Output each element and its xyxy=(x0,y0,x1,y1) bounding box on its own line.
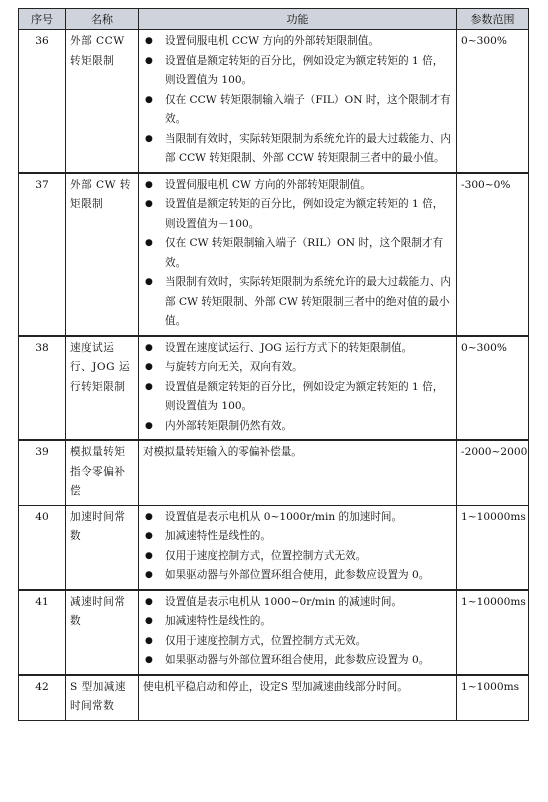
header-no: 序号 xyxy=(19,9,66,30)
param-function xyxy=(139,590,457,675)
table-row xyxy=(19,336,529,441)
table-row xyxy=(19,505,529,590)
function-bullet-list xyxy=(143,339,452,437)
function-bullet: ● 与旋转方向无关，双向有效。 xyxy=(143,358,452,378)
param-range: 0~300% xyxy=(457,336,529,441)
function-bullet-list xyxy=(143,32,452,169)
param-function xyxy=(139,675,457,721)
param-number: 41 xyxy=(19,590,66,675)
function-bullet-list xyxy=(143,176,452,332)
table-row xyxy=(19,440,529,505)
param-function xyxy=(139,173,457,336)
table-header-row xyxy=(19,9,529,30)
header-range: 参数范围 xyxy=(457,9,529,30)
param-range: 0~300% xyxy=(457,30,529,173)
param-number: 38 xyxy=(19,336,66,441)
param-name: 外部 CW 转矩限制 xyxy=(66,173,139,336)
function-bullet: ● 设置在速度试运行、JOG 运行方式下的转矩限制值。 xyxy=(143,339,452,359)
function-bullet: ● 加减速特性是线性的。 xyxy=(143,612,452,632)
param-range: -300~0% xyxy=(457,173,529,336)
function-bullet: ● 当限制有效时，实际转矩限制为系统允许的最大过载能力、内部 CCW 转矩限制、外部 CCW 转矩限制三者中的最小值。 xyxy=(143,130,452,169)
param-function xyxy=(139,505,457,590)
function-bullet: ● 仅用于速度控制方式，位置控制方式无效。 xyxy=(143,547,452,567)
param-range: 1~1000ms xyxy=(457,675,529,721)
param-name: 模拟量转矩指令零偏补偿 xyxy=(66,440,139,505)
function-text: 使电机平稳启动和停止，设定S 型加减速曲线部分时间。 xyxy=(143,680,408,693)
function-bullet: ● 设置值是额定转矩的百分比，例如设定为额定转矩的 1 倍，则设置值为－100。 xyxy=(143,195,452,234)
function-bullet: ● 加减速特性是线性的。 xyxy=(143,527,452,547)
parameter-table xyxy=(18,8,529,721)
function-bullet: ● 仅在 CCW 转矩限制输入端子（FIL）ON 时，这个限制才有效。 xyxy=(143,91,452,130)
function-bullet: ● 设置值是表示电机从 0~1000r/min 的加速时间。 xyxy=(143,508,452,528)
function-bullet: ● 当限制有效时，实际转矩限制为系统允许的最大过载能力、内部 CW 转矩限制、外部 CW 转矩限制三者中的绝对值的最小值。 xyxy=(143,273,452,332)
table-row xyxy=(19,30,529,173)
param-number: 40 xyxy=(19,505,66,590)
param-range: -2000~2000 xyxy=(457,440,529,505)
function-text: 对模拟量转矩输入的零偏补偿量。 xyxy=(143,446,302,458)
function-bullet: ● 设置伺服电机 CCW 方向的外部转矩限制值。 xyxy=(143,32,452,52)
param-range: 1~10000ms xyxy=(457,590,529,675)
param-number: 42 xyxy=(19,675,66,721)
param-number: 39 xyxy=(19,440,66,505)
function-bullet: ● 内外部转矩限制仍然有效。 xyxy=(143,417,452,437)
param-function xyxy=(139,30,457,173)
function-bullet: ● 设置值是额定转矩的百分比，例如设定为额定转矩的 1 倍，则设置值为 100。 xyxy=(143,378,452,417)
header-name: 名称 xyxy=(66,9,139,30)
header-function: 功能 xyxy=(139,9,457,30)
param-function xyxy=(139,440,457,505)
table-row xyxy=(19,675,529,721)
function-bullet: ● 设置伺服电机 CW 方向的外部转矩限制值。 xyxy=(143,176,452,196)
param-function xyxy=(139,336,457,441)
param-number: 37 xyxy=(19,173,66,336)
param-name: 加速时间常数 xyxy=(66,505,139,590)
function-bullet-list xyxy=(143,508,452,586)
param-range: 1~10000ms xyxy=(457,505,529,590)
param-number: 36 xyxy=(19,30,66,173)
function-bullet-list xyxy=(143,593,452,671)
param-name: S 型加减速时间常数 xyxy=(66,675,139,721)
function-bullet: ● 仅在 CW 转矩限制输入端子（RIL）ON 时，这个限制才有效。 xyxy=(143,234,452,273)
param-name: 减速时间常数 xyxy=(66,590,139,675)
param-name: 速度试运行、JOG 运行转矩限制 xyxy=(66,336,139,441)
table-row xyxy=(19,173,529,336)
table-body xyxy=(19,30,529,721)
function-bullet: ● 如果驱动器与外部位置环组合使用，此参数应设置为 0。 xyxy=(143,566,452,586)
function-bullet: ● 仅用于速度控制方式，位置控制方式无效。 xyxy=(143,632,452,652)
function-bullet: ● 设置值是表示电机从 1000~0r/min 的减速时间。 xyxy=(143,593,452,613)
function-bullet: ● 设置值是额定转矩的百分比，例如设定为额定转矩的 1 倍，则设置值为 100。 xyxy=(143,52,452,91)
param-name: 外部 CCW 转矩限制 xyxy=(66,30,139,173)
function-bullet: ● 如果驱动器与外部位置环组合使用，此参数应设置为 0。 xyxy=(143,651,452,671)
table-row xyxy=(19,590,529,675)
